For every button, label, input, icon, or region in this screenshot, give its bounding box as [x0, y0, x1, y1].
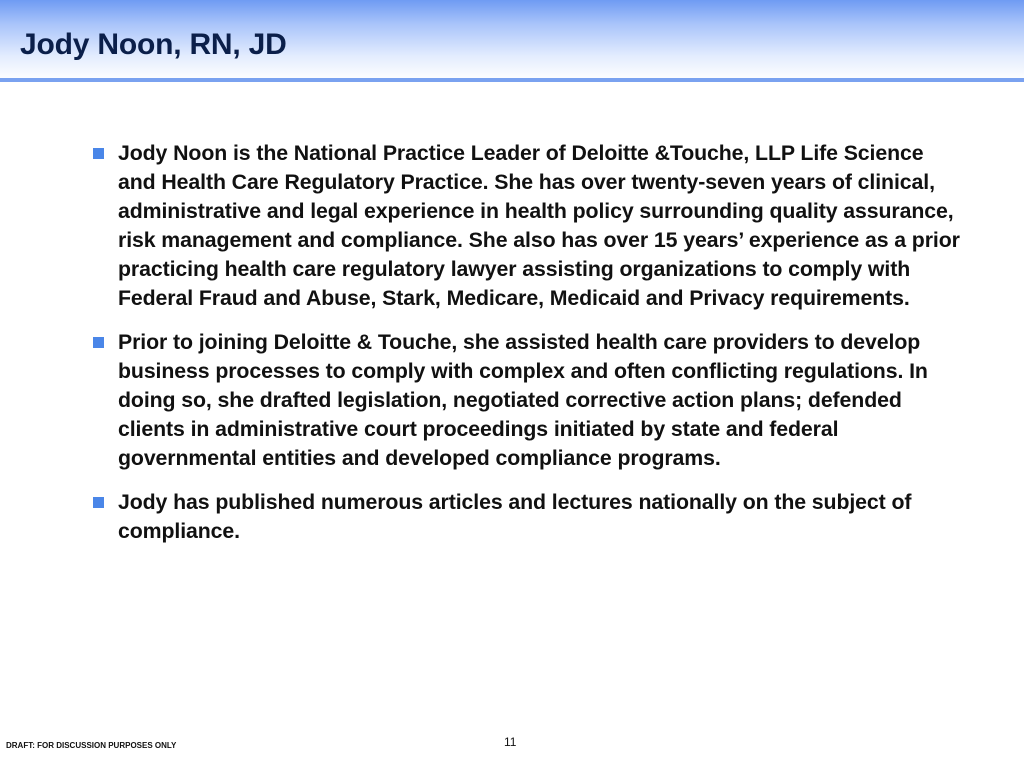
square-bullet-icon [93, 337, 104, 348]
bullet-item [90, 488, 960, 546]
bullet-item [90, 328, 960, 473]
square-bullet-icon [93, 497, 104, 508]
bullet-text: Jody has published numerous articles and lectures nationally on the subject of compliance. [118, 490, 912, 543]
bullet-text: Jody Noon is the National Practice Leader of Deloitte &Touche, LLP Life Science and Health Care Regulatory Practice. She has over twenty-seven years of clinical, administrative and legal experience in health policy surrounding quality assurance, risk management and compliance. She also has over 15 years’ experience as a prior practicing health care regulatory lawyer assisting organizations to comply with Federal Fraud and Abuse, Stark, Medicare, Medicaid and Privacy requirements. [118, 141, 960, 310]
square-bullet-icon [93, 148, 104, 159]
bullet-item [90, 139, 960, 313]
bullet-list [90, 139, 960, 561]
bullet-text: Prior to joining Deloitte & Touche, she assisted health care providers to develop business processes to comply with complex and often conflicting regulations. In doing so, she drafted legislation, negotiated corrective action plans; defended clients in administrative court proceedings initiated by state and federal governmental entities and developed compliance programs. [118, 330, 928, 470]
title-divider [0, 78, 1024, 82]
page-number: 11 [504, 735, 517, 749]
draft-notice: DRAFT: FOR DISCUSSION PURPOSES ONLY [6, 741, 177, 750]
slide-title: Jody Noon, RN, JD [20, 28, 287, 61]
